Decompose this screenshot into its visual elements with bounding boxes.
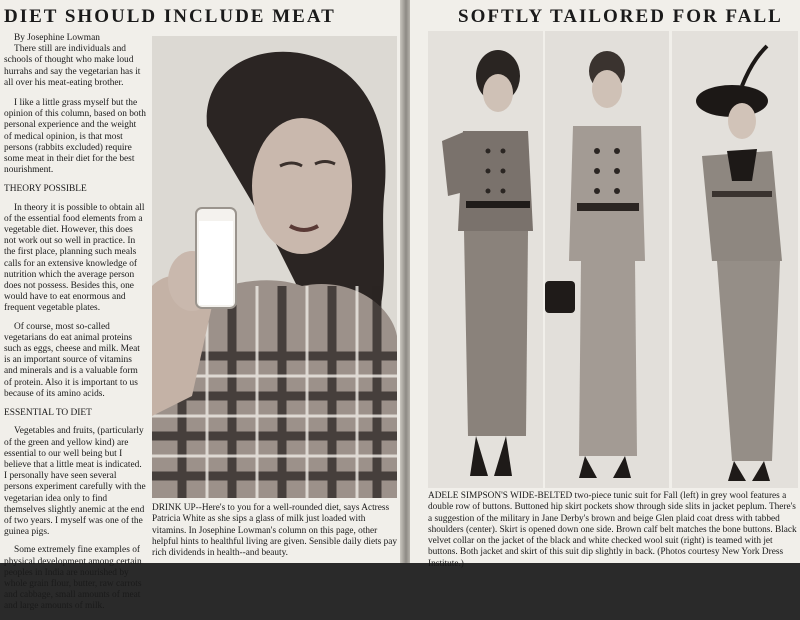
article-paragraph: In theory it is possible to obtain all of the essential food elements from a vegetable diet. However, this does not work out so well in practice. In the first place, planning such meals calls for an extensive knowledge of nutrition which the average person does not possess. Besides this, one would have to eat enormous and frequent vegetable plates.	[4, 202, 145, 314]
article-paragraph: I like a little grass myself but the opinion of this column, based on both personal experience and the weight of medical opinion, is that most persons (rabbits excluded) require some meat in their diet for the best nourishment.	[4, 98, 146, 176]
article-column	[4, 33, 146, 620]
right-page-title: SOFTLY TAILORED FOR FALL	[458, 6, 783, 27]
article-paragraph: Some extremely fine examples of physical development among certain peoples in India are nourished by whole grain flour, butter, raw carrots and cabbage, small amounts of meat and large amounts of milk.	[4, 545, 142, 612]
fashion-photo-center	[545, 31, 669, 488]
right-page	[410, 0, 800, 569]
fashion-photo-left	[428, 31, 543, 488]
fashion-caption: ADELE SIMPSON'S WIDE-BELTED two-piece tunic suit for Fall (left) in grey wool features a double row of buttons. Buttoned hip skirt pockets show through side slits in jacket peplum. There's a suggestion of the military in Jane Derby's brown and beige Glen plaid coat dress with tabbed shoulders (center). Skirt is opened down one side. Brown calf belt matches the bone buttons. Black velvet collar on the jacket of the black and white checked wool suit (right) is teamed with jet buttons. Both jacket and skirt of this suit dip slightly in back. (Photos courtesy New York Dress Institute.)	[428, 491, 797, 569]
left-page-title: DIET SHOULD INCLUDE MEAT	[4, 6, 336, 27]
section-heading: ESSENTIAL TO DIET	[4, 408, 92, 419]
fashion-photo-right	[672, 31, 798, 488]
section-heading: THEORY POSSIBLE	[4, 184, 87, 195]
article-paragraph: Vegetables and fruits, (particularly of the green and yellow kind) are essential to our well being but I believe that a little meat is indicated. I personally have seen several persons experiment carefully with the vegetarian idea only to find themselves slightly anemic at the end of two years. I myself was one of the guinea pigs.	[4, 426, 146, 538]
article-paragraph: Of course, most so-called vegetarians do eat animal proteins such as eggs, cheese and milk. Meat is an important source of vitamins and minerals and is a valuable form of protein. Also it is important to us because of its amino acids.	[4, 321, 140, 399]
byline: By Josephine Lowman	[14, 33, 100, 43]
left-page	[0, 0, 402, 612]
article-paragraph: There still are individuals and schools of thought who make loud hurrahs and say the vegetarian has it all over his meat-eating brother.	[4, 44, 141, 88]
portrait-photo	[152, 36, 397, 498]
portrait-caption: DRINK UP--Here's to you for a well-rounded diet, says Actress Patricia White as she sips a glass of milk just loaded with vitamins. In Josephine Lowman's column on this page, other helpful hints to healthful living are given. Sensible daily diets pay rich dividends in health--and beauty.	[152, 503, 398, 559]
